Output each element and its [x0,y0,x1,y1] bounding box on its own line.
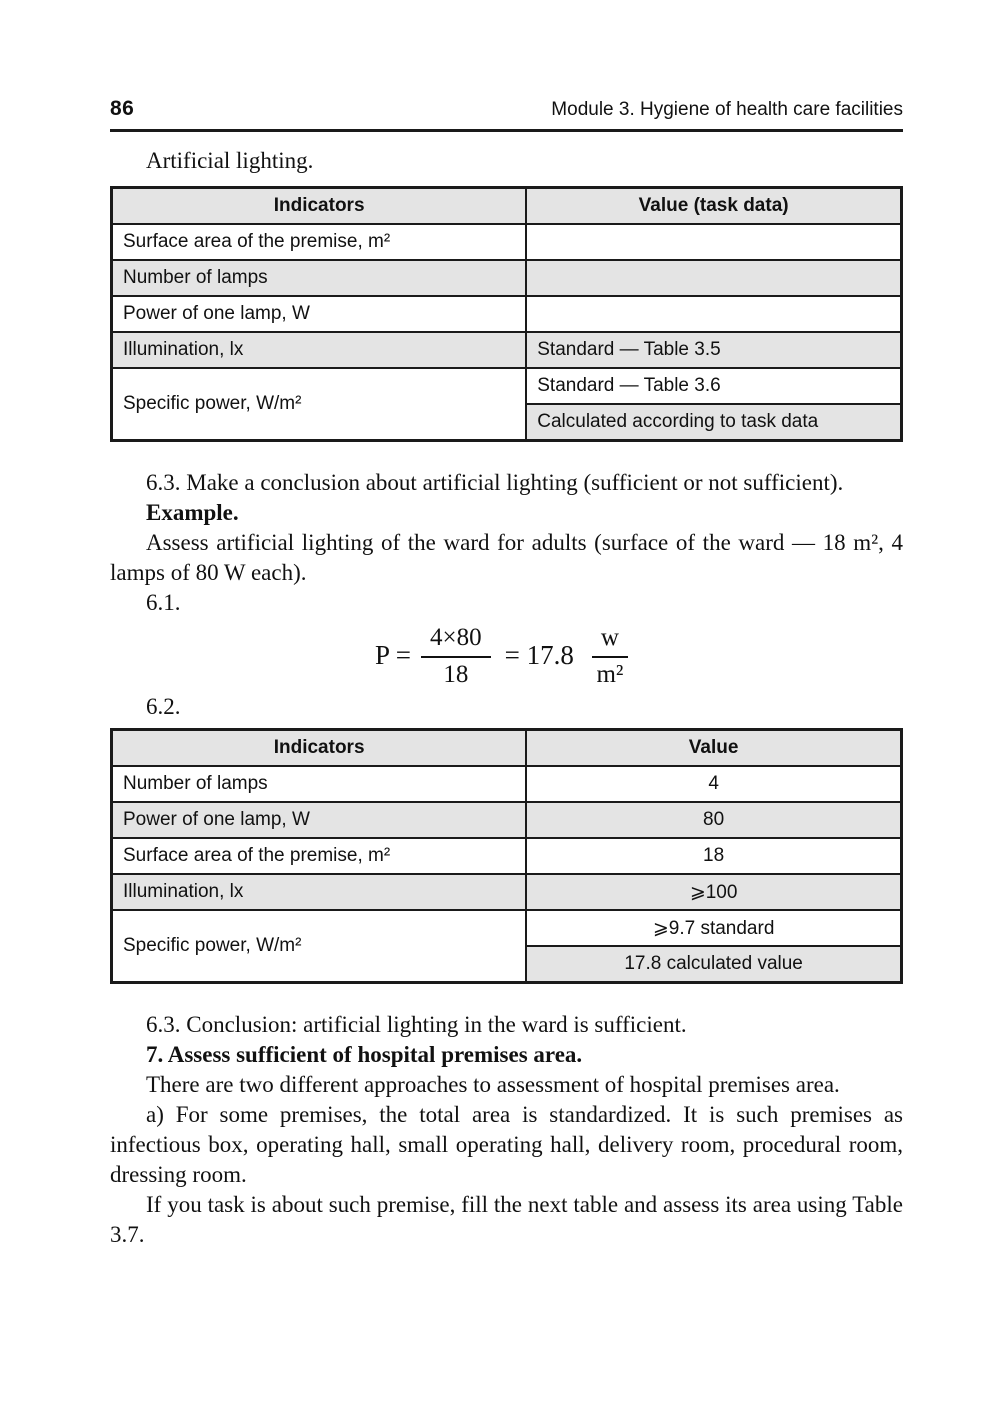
table2-col-value: Value [526,730,901,767]
table1-body [112,224,902,441]
formula-unit-denominator: m² [596,660,624,688]
value-cell: Calculated according to task data [526,404,901,441]
indicator-cell: Surface area of the premise, m² [112,224,527,260]
formula-denominator: 18 [443,660,469,688]
value-cell: ⩾9.7 standard [526,910,901,946]
table2-header-row [112,730,902,767]
value-cell: 18 [526,838,901,874]
indicator-cell: Power of one lamp, W [112,802,527,838]
indicator-cell: Surface area of the premise, m² [112,838,527,874]
table2-head [112,730,902,767]
indicator-cell: Illumination, lx [112,332,527,368]
value-cell: 80 [526,802,901,838]
table2-col-indicators: Indicators [112,730,527,767]
formula-numerator: 4×80 [421,624,491,658]
table1-header-row [112,188,902,225]
formula-unit-numerator: w [592,624,628,658]
table1-col-indicators: Indicators [112,188,527,225]
paragraph-conclusion-task: 6.3. Make a conclusion about artificial lighting (sufficient or not sufficient). [146,470,844,495]
value-cell [526,224,901,260]
indicator-cell: Specific power, W/m² [112,910,527,983]
step-6-1-label: 6.1. [146,590,181,615]
intro-paragraph: Artificial lighting. [146,148,314,173]
artificial-lighting-task-table [110,186,903,442]
artificial-lighting-example-table [110,728,903,984]
step-6-2-label: 6.2. [146,694,181,719]
value-cell [526,260,901,296]
table-row [112,874,902,910]
table-row [112,910,902,946]
indicator-cell: Illumination, lx [112,874,527,910]
table1-head [112,188,902,225]
formula-fraction [421,624,491,688]
page-number: 86 [110,97,135,120]
table2-body [112,766,902,983]
formula-unit-fraction [592,624,628,688]
table-row [112,368,902,404]
value-cell: Standard — Table 3.5 [526,332,901,368]
heading-section-7: 7. Assess sufficient of hospital premises area. [146,1042,583,1067]
table-row [112,332,902,368]
table-row [112,766,902,802]
page-header [110,97,903,132]
indicator-cell: Number of lamps [112,260,527,296]
paragraph-example-text: Assess artificial lighting of the ward for adults (surface of the ward — 18 m², 4 lamps of 80 W each). [110,530,903,585]
formula-result: = 17.8 [504,640,574,671]
specific-power-formula [110,624,903,688]
table-row [112,260,902,296]
value-cell [526,296,901,332]
value-cell: ⩾100 [526,874,901,910]
table-row [112,296,902,332]
paragraph-fill-table: If you task is about such premise, fill the next table and assess its area using Table 3.7. [110,1192,903,1247]
indicator-cell: Specific power, W/m² [112,368,527,441]
table1-col-value: Value (task data) [526,188,901,225]
table-row [112,838,902,874]
table-row [112,802,902,838]
indicator-cell: Power of one lamp, W [112,296,527,332]
paragraph-conclusion: 6.3. Conclusion: artificial lighting in the ward is sufficient. [146,1012,687,1037]
paragraph-two-approaches: There are two different approaches to assessment of hospital premises area. [146,1072,840,1097]
value-cell: 17.8 calculated value [526,946,901,983]
value-cell: Standard — Table 3.6 [526,368,901,404]
paragraph-standardized-premises: a) For some premises, the total area is standardized. It is such premises as infectious box, operating hall, small operating hall, delivery room, procedural room, dressing room. [110,1102,903,1187]
value-cell: 4 [526,766,901,802]
example-label: Example. [146,500,239,525]
indicator-cell: Number of lamps [112,766,527,802]
table-row [112,224,902,260]
running-head-title: Module 3. Hygiene of health care facilities [551,99,903,120]
formula-lhs: P = [375,640,412,671]
